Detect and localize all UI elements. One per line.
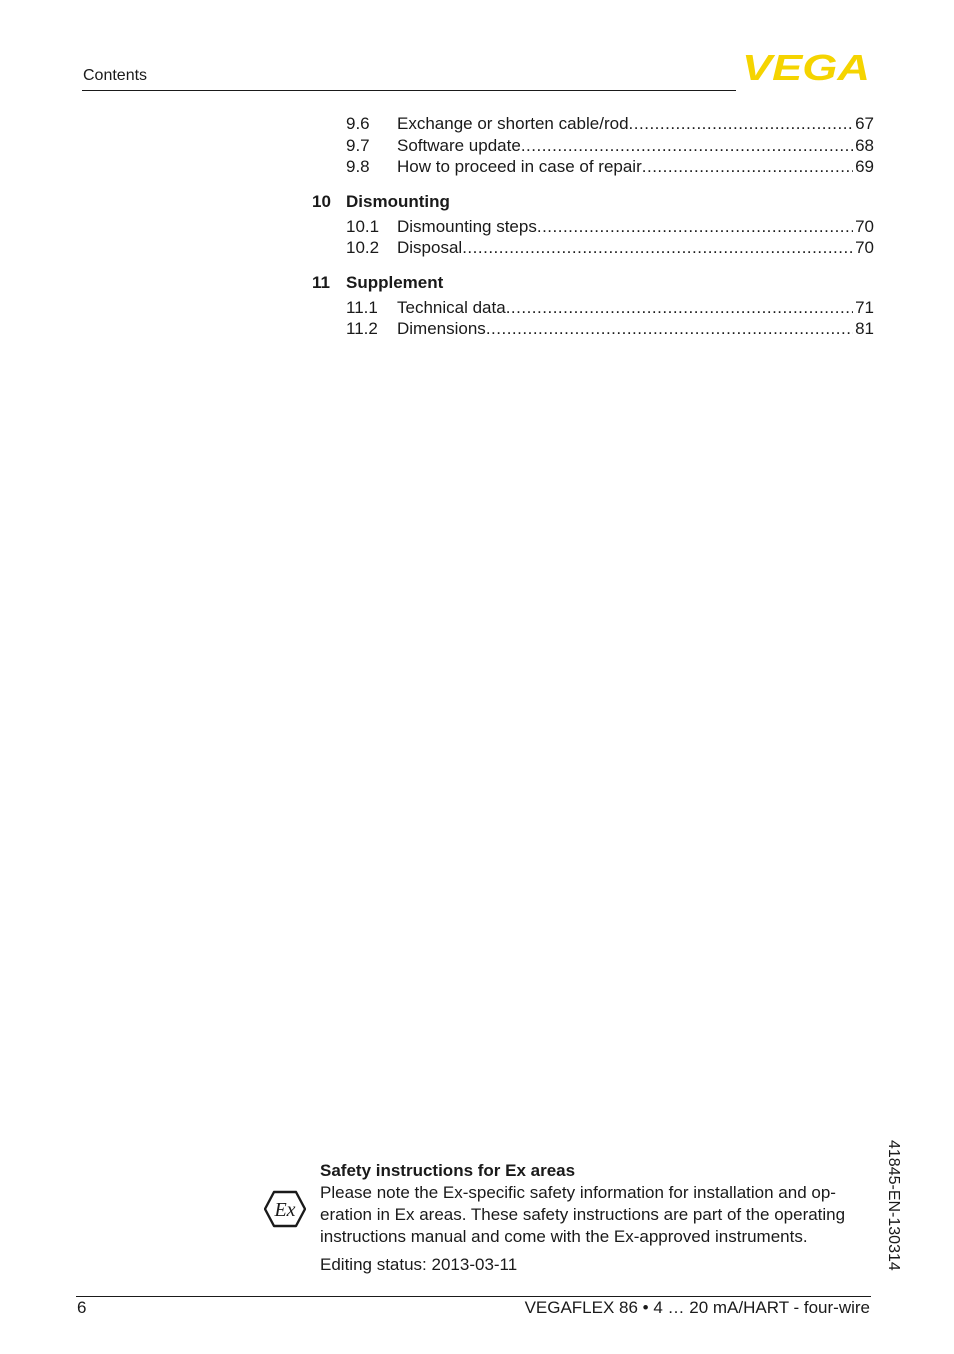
- toc-entry-page: 67: [855, 114, 874, 133]
- toc-chapter-title: Dismounting: [346, 191, 450, 211]
- toc-entry-page: 70: [855, 216, 874, 236]
- footer-document-title: VEGAFLEX 86 • 4 … 20 mA/HART - four-wire: [524, 1298, 870, 1317]
- toc-entry[interactable]: [312, 216, 874, 238]
- toc-chapter-supplement[interactable]: [312, 272, 874, 294]
- toc-entry-page: 71: [855, 297, 874, 317]
- toc-entry[interactable]: [312, 135, 874, 157]
- toc-dot-leader: [486, 318, 853, 340]
- toc-entry-title: Software update: [397, 135, 521, 155]
- toc-entry-number: 9.8: [346, 157, 370, 176]
- vega-logo-text: VEGA: [742, 52, 870, 82]
- toc-chapter-number: 11: [312, 272, 330, 292]
- editing-status: Editing status: 2013-03-11: [320, 1255, 518, 1274]
- toc-dot-leader: [537, 216, 853, 238]
- vega-logo: [742, 52, 872, 82]
- safety-notice-line: instructions manual and come with the Ex-approved instruments.: [320, 1227, 808, 1246]
- toc-entry-page: 69: [855, 157, 874, 176]
- toc-entry-title: Disposal: [397, 238, 463, 257]
- toc-entry-title: Exchange or shorten cable/rod: [397, 114, 629, 133]
- ex-symbol-icon: [264, 1190, 306, 1228]
- safety-notice: [320, 1160, 875, 1276]
- footer-divider: [76, 1296, 871, 1297]
- document-code-text: 41845-EN-130314: [885, 1140, 902, 1271]
- toc-entry-page: 81: [855, 319, 874, 338]
- toc-entry-number: 10.2: [346, 238, 380, 257]
- page-number: 6: [77, 1298, 87, 1317]
- toc-entry-title: Dimensions: [397, 319, 486, 338]
- toc-entry-number: 11.2: [346, 319, 378, 338]
- toc-entry[interactable]: [312, 156, 874, 178]
- ex-symbol-text: Ex: [274, 1199, 296, 1221]
- toc-entry-page: 70: [855, 238, 874, 257]
- toc-dot-leader: [462, 237, 853, 259]
- toc-chapter-dismounting[interactable]: [312, 191, 874, 213]
- toc-dot-leader: [506, 297, 853, 319]
- toc-entry[interactable]: [312, 318, 874, 340]
- toc-entry-title: Technical data: [397, 297, 506, 317]
- toc-entry-title: Dismounting steps: [397, 216, 537, 236]
- safety-notice-title: Safety instructions for Ex areas: [320, 1161, 576, 1180]
- toc-dot-leader: [521, 135, 853, 157]
- toc-entry-number: 9.6: [346, 114, 370, 133]
- toc-entry-number: 9.7: [346, 135, 370, 155]
- toc-chapter-number: 10: [312, 191, 331, 211]
- toc-entry-title: How to proceed in case of repair: [397, 157, 642, 176]
- toc-entry[interactable]: [312, 297, 874, 319]
- header-section-title: Contents: [83, 67, 148, 84]
- toc-dot-leader: [629, 113, 854, 135]
- toc-dot-leader: [642, 156, 853, 178]
- toc-entry[interactable]: [312, 113, 874, 135]
- toc-entry[interactable]: [312, 237, 874, 259]
- toc-entry-page: 68: [855, 135, 874, 155]
- document-code: [884, 1140, 906, 1300]
- safety-notice-line: Please note the Ex-specific safety information for installation and op-: [320, 1183, 836, 1202]
- header-divider: [82, 90, 736, 91]
- toc-chapter-title: Supplement: [346, 272, 444, 292]
- table-of-contents: [312, 113, 874, 340]
- toc-entry-number: 10.1: [346, 216, 380, 236]
- toc-entry-number: 11.1: [346, 297, 378, 317]
- safety-notice-line: eration in Ex areas. These safety instructions are part of the operating: [320, 1205, 846, 1224]
